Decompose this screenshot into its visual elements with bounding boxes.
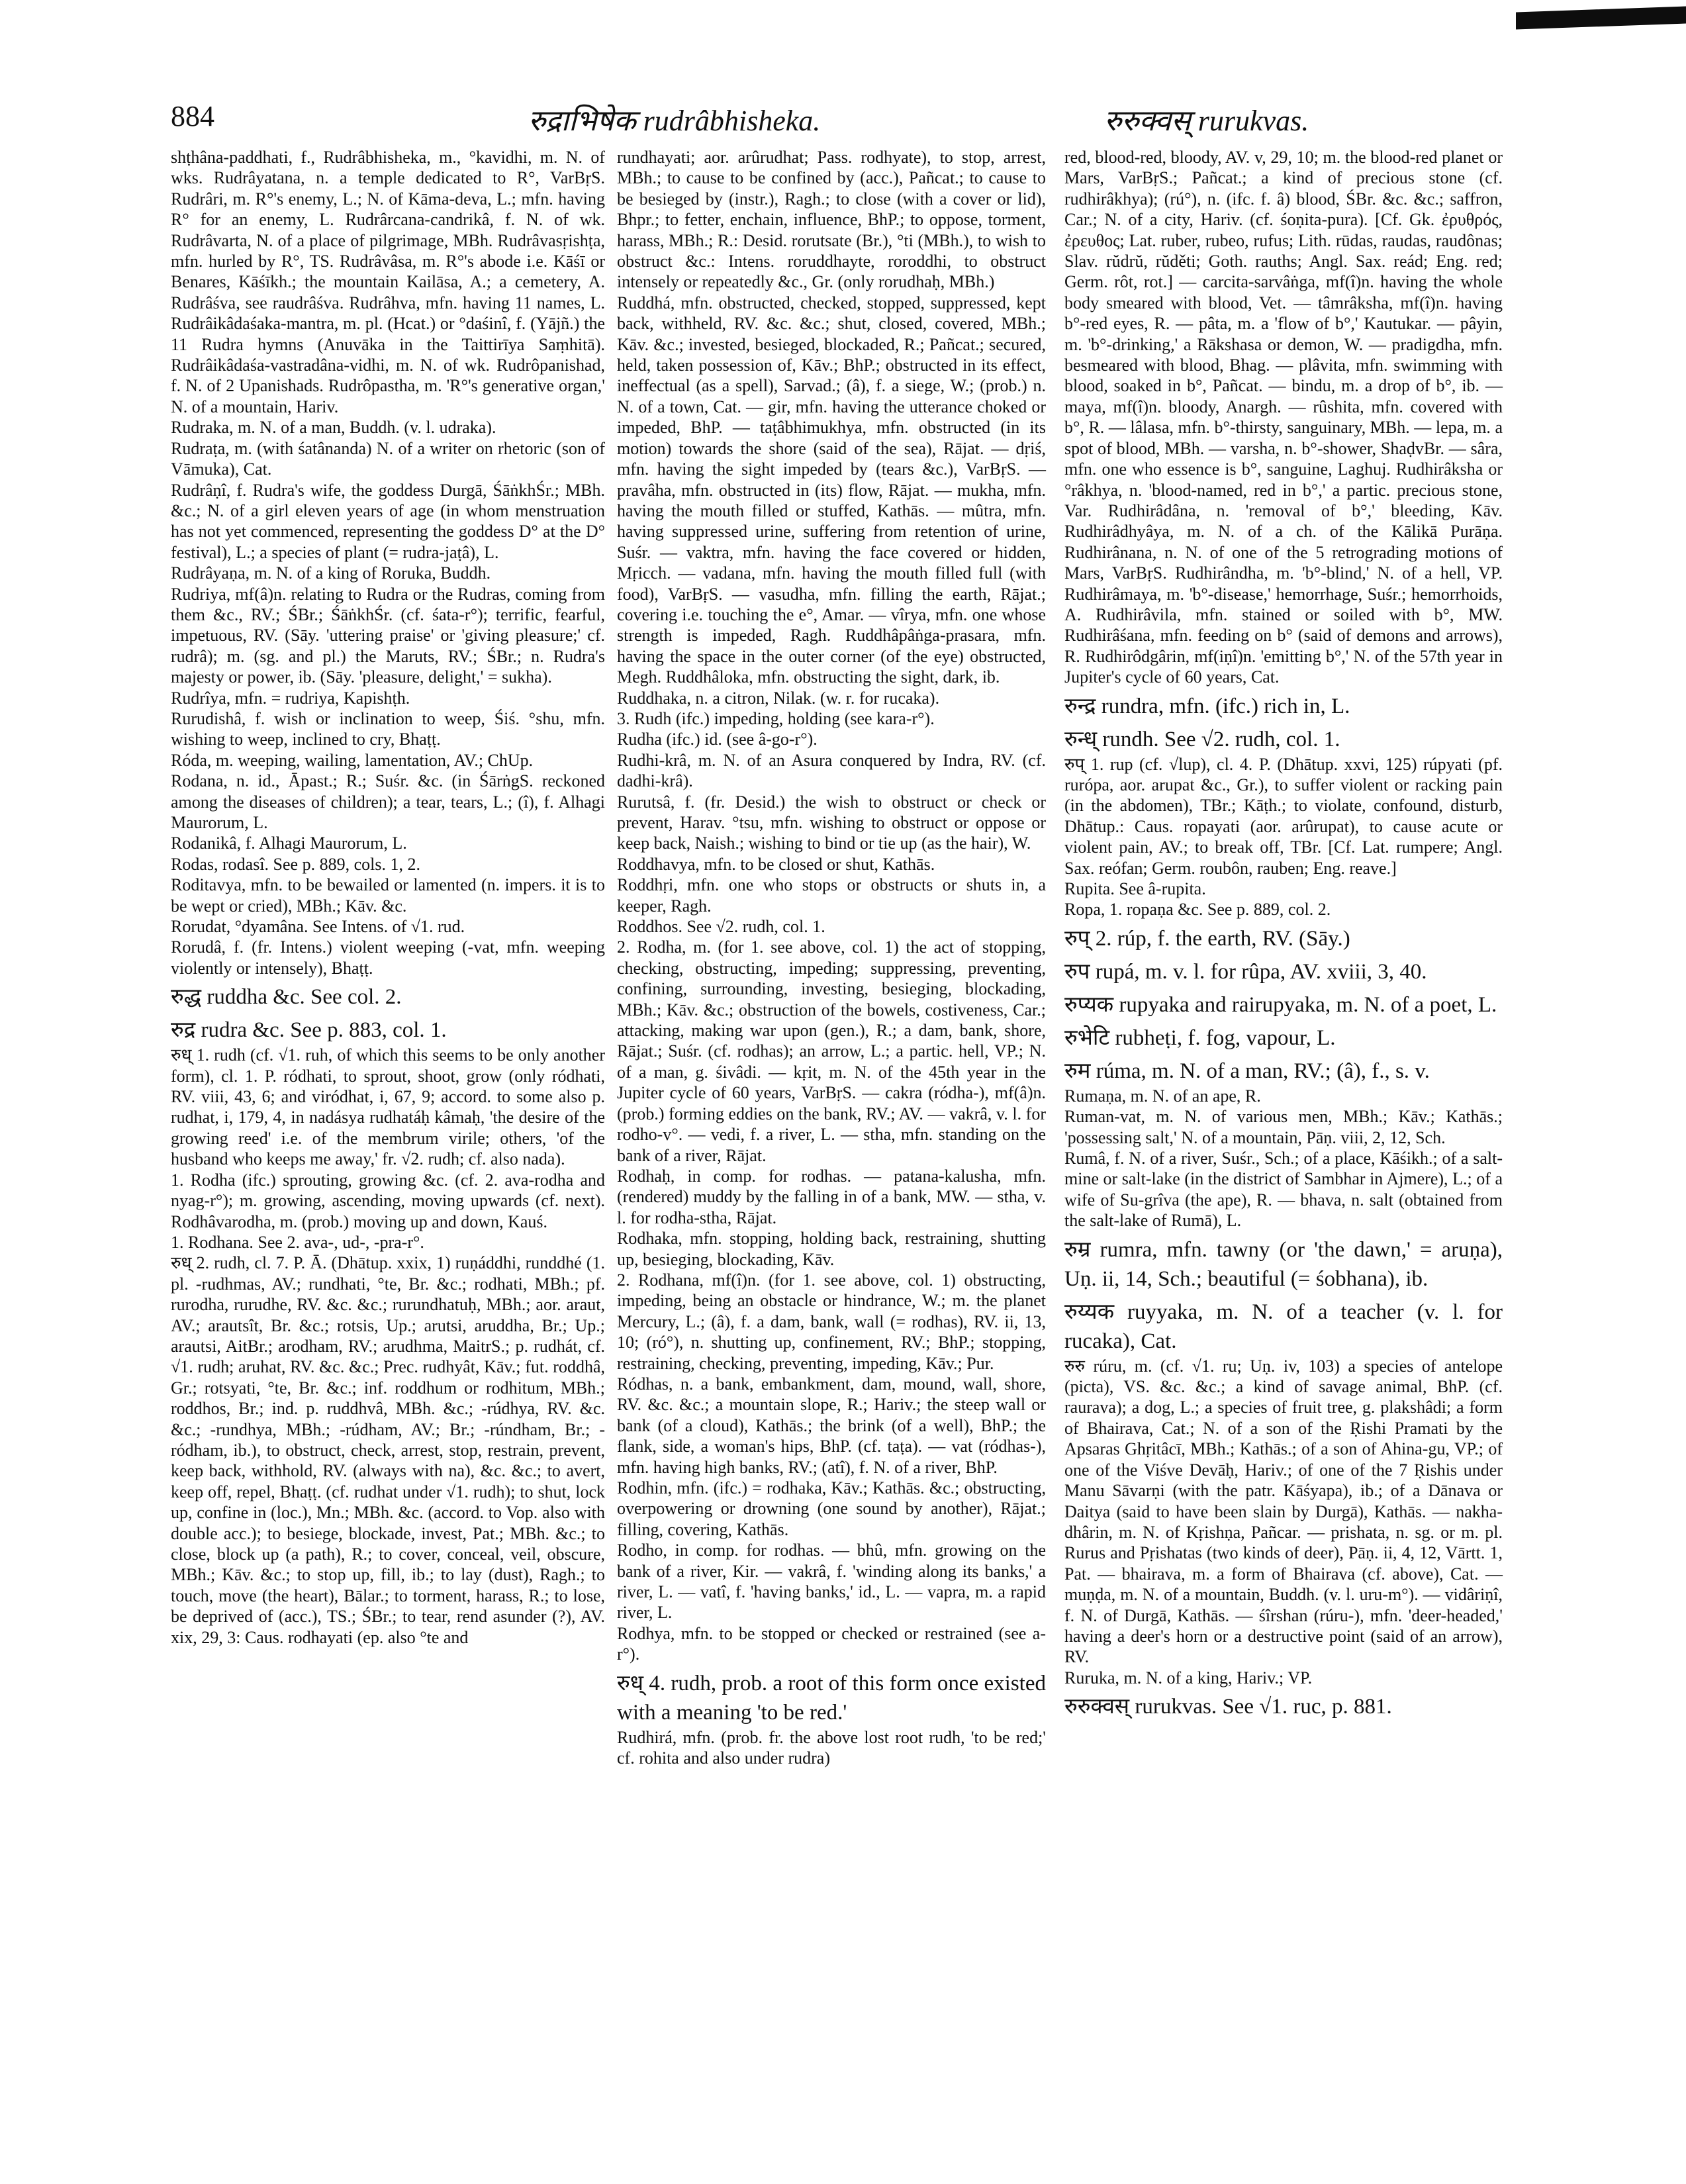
column-3 [1064, 147, 1503, 1721]
dictionary-entry: Rudhirá, mfn. (prob. fr. the above lost root rudh, 'to be red;' cf. rohita and also under rudra) [617, 1727, 1046, 1768]
dictionary-entry: Ruddhá, mfn. obstructed, checked, stopped, suppressed, kept back, withheld, RV. &c. &c.; shut, closed, covered, MBh.; Kāv. &c.; invested, besieged, blockaded, R.; Pañcat.; secured, held, taken possession of, Kāv.; BhP.; obstructed in its effect, ineffectual (as a spell), Sarvad.; (â), f. a siege, W.; (prob.) n. N. of a town, Cat. — gir, mfn. having the utterance choked or impeded, BhP. — taṭâbhimukhya, mfn. obstructed (in its motion) towards the shore (said of the sea), Rājat. — dṛiś, mfn. having the sight impeded by (tears &c.), VarBṛS. — pravâha, mfn. obstructed in (its) flow, Rājat. — mukha, mfn. having the mouth filled or stuffed, Kathās. — mûtra, mfn. having suppressed urine, suffering from retention of urine, Suśr. — vaktra, mfn. having the face covered or hidden, Mṛicch. — vadana, mfn. having the mouth filled full (with food), VarBṛS. — vasudha, mfn. filling the earth, Rājat.; covering i.e. touching the e°, Amar. — vîrya, mfn. one whose strength is impeded, Ragh. Ruddhâpâṅga-prasara, mfn. having the space in the outer corner (of the eye) obstructed, Megh. Ruddhâloka, mfn. obstructing the sight, dark, ib. [617, 293, 1046, 687]
dictionary-entry: रुप्यक rupyaka and rairupyaka, m. N. of a poet, L. [1064, 992, 1497, 1017]
dictionary-entry: रुरुक्वस् rurukvas. See √1. ruc, p. 881. [1064, 1695, 1392, 1719]
dictionary-entry: Rudraka, m. N. of a man, Buddh. (v. l. udraka). [171, 418, 496, 438]
dictionary-entry: Rodho, in comp. for rodhas. — bhû, mfn. growing on the bank of a river, Kir. — vakrâ, f. 'winding along its banks,' a river, L. — vatî, f. 'having banks,' id., L. — vapra, m. a rapid river, L. [617, 1541, 1046, 1623]
dictionary-entry: Rodhaka, mfn. stopping, holding back, restraining, shutting up, besieging, blockading, Kāv. [617, 1229, 1046, 1269]
dictionary-entry: 2. Rodha, m. (for 1. see above, col. 1) the act of stopping, checking, obstructing, impeding; suppressing, preventing, confining, surrounding, investing, besieging, blockading, MBh.; Kāv. &c.; obstruction of the bowels, costiveness, Car.; attacking, making war upon (gen.), R.; a dam, bank, shore, Rājat.; Suśr. (cf. rodhas); an arrow, L.; a partic. hell, VP.; N. of a man, g. śivâdi. — kṛit, m. N. of the 45th year in the Jupiter cycle of 60 years, VarBṛS. — cakra (ródha-), mf(â)n. (prob.) forming eddies on the bank, RV.; AV. — vakrâ, v. l. for rodho-v°. — vedi, f. a river, L. — stha, mfn. standing on the bank of a river, Rājat. [617, 937, 1046, 1165]
left-running-head: रुद्राभिषेक rudrâbhisheka. [528, 105, 821, 137]
dictionary-entry: red, blood-red, bloody, AV. v, 29, 10; m. the blood-red planet or Mars, VarBṛS.; Pañcat.; a kind of precious stone (cf. rudhirâkhya); (rú°), n. (ifc. f. â) blood, ŚBr. &c. &c.; saffron, Car.; N. of a city, Hariv. (cf. śoṇita-pura). [Cf. Gk. ἐρυθρός, ἐρευθος; Lat. ruber, rubeo, rufus; Lith. rūdas, raudas, raudônas; Slav. rŭdrŭ, rŭděti; Goth. rauths; Angl. Sax. reád; Eng. red; Germ. rôt, rot.] — carcita-sarvâṅga, mf(î)n. having the whole body smeared with blood, Vet. — tâmrâksha, mf(î)n. having b°-red eyes, R. — pâta, m. a 'flow of b°,' Kautukar. — pâyin, m. 'b°-drinking,' a Rākshasa or demon, W. — pradigdha, mfn. besmeared with blood, Bhag. — plâvita, mfn. swimming with blood, soaked in b°, Pañcat. — bindu, m. a drop of b°, ib. — maya, mf(î)n. bloody, Anargh. — rûshita, mfn. covered with b°, R. — lâlasa, mfn. b°-thirsty, sanguinary, MBh. — lepa, m. a spot of blood, MBh. — varsha, n. b°-shower, ShaḍvBr. — sâra, mfn. one who essence is b°, sanguine, Laghuj. Rudhirâksha or °râkhya, n. 'blood-named, red in b°,' a partic. precious stone, Var. Rudhirâdâna, n. 'removal of b°,' bleeding, Kāv. Rudhirâdhyâya, m. N. of a ch. of the Kālikā Purāṇa. Rudhirânana, n. N. of one of the 5 retrograding motions of Mars, VarBṛS. Rudhirândha, m. 'b°-blind,' N. of a hell, VP. Rudhirâmaya, m. 'b°-disease,' hemorrhage, Suśr.; hemorrhoids, A. Rudhirâvila, mfn. stained or soiled with b°, MW. Rudhirâśana, mfn. feeding on b° (said of demons and arrows), R. Rudhirôdgârin, mf(iṇî)n. 'emitting b°,' N. of the 57th year in Jupiter's cycle of 60 years, Cat. [1064, 148, 1503, 687]
dictionary-entry: रुध् 4. rudh, prob. a root of this form once existed with a meaning 'to be red.' [617, 1671, 1046, 1725]
dictionary-entry: Rumâ, f. N. of a river, Suśr., Sch.; of a place, Kāśikh.; of a salt-mine or salt-lake (in the district of Sambhar in Ajmere), L.; of a wife of Su-grîva (the ape), R. — bhava, n. salt (obtained from the salt-lake of Rumā), L. [1064, 1149, 1503, 1231]
dictionary-entry: Rumaṇa, m. N. of an ape, R. [1064, 1086, 1261, 1106]
dictionary-entry: 3. Rudh (ifc.) impeding, holding (see kara-r°). [617, 708, 935, 728]
dictionary-entry: 1. Rodhana. See 2. ava-, ud-, -pra-r°. [171, 1232, 424, 1252]
dictionary-entry: Rudrâṇî, f. Rudra's wife, the goddess Durgā, ŚāṅkhŚr.; MBh. &c.; N. of a girl eleven years of age (in whom menstruation has not yet commenced, representing the goddess D° at the D° festival), L.; a species of plant (= rudra-jaṭâ), L. [171, 480, 605, 562]
dictionary-entry: रुप rupá, m. v. l. for rûpa, AV. xviii, 3, 40. [1064, 959, 1427, 984]
dictionary-entry: Ropa, 1. ropaṇa &c. See p. 889, col. 2. [1064, 900, 1331, 920]
dictionary-entry: रुद्ध ruddha &c. See col. 2. [171, 985, 402, 1010]
dictionary-entry: Rodhin, mfn. (ifc.) = rodhaka, Kāv.; Kathās. &c.; obstructing, overpowering or drowning (one sound by another), Rājat.; filling, covering, Kathās. [617, 1478, 1046, 1539]
dictionary-entry: Rurudishâ, f. wish or inclination to weep, Śiś. °shu, mfn. wishing to weep, inclined to cry, Bhaṭṭ. [171, 708, 605, 749]
dictionary-entry: Ruruka, m. N. of a king, Hariv.; VP. [1064, 1668, 1313, 1687]
dictionary-entry: Rupita. See â-rupita. [1064, 879, 1206, 898]
dictionary-entry: Ródhas, n. a bank, embankment, dam, mound, wall, shore, RV. &c. &c.; a mountain slope, R.; Hariv.; the steep wall or bank (of a cloud), Kathās.; the brink (of a well), BhP.; the flank, side, a woman's hips, BhP. (cf. taṭa). — vat (ródhas-), mfn. having high banks, RV.; (atî), f. N. of a river, BhP. [617, 1374, 1046, 1477]
dictionary-entry: रुम rúma, m. N. of a man, RV.; (â), f., s. v. [1064, 1059, 1430, 1083]
dictionary-entry: Róda, m. weeping, wailing, lamentation, AV.; ChUp. [171, 750, 534, 770]
dictionary-entry: रुन्द्र rundra, mfn. (ifc.) rich in, L. [1064, 694, 1350, 718]
dictionary-entry: Roddhavya, mfn. to be closed or shut, Kathās. [617, 854, 935, 874]
dictionary-entry: रुन्ध् rundh. See √2. rudh, col. 1. [1064, 727, 1340, 751]
dictionary-entry: Rudha (ifc.) id. (see â-go-r°). [617, 730, 818, 749]
dictionary-entry: रुध् 2. rudh, cl. 7. P. Ā. (Dhātup. xxix, 1) ruṇáddhi, runddhé (1. pl. -rudhmas, AV.; rundhati, °te, Br. &c.; rodhati, MBh.; pf. rurodha, rurudhe, RV. &c. &c.; rurundhatuḥ, MBh.; aor. araut, AV.; arautsît, Br. &c.; rotsis, Up.; arutsi, aruddha, Br.; Up.; arautsi, AitBr.; arodham, RV.; arudhma, MaitrS.; p. rudhát, cf. √1. rudh; aruhat, RV. &c. &c.; Prec. rudhyât, Kāv.; fut. roddhâ, Gr.; rotsyati, °te, Br. &c.; inf. roddhum or rodhitum, MBh.; roddhos, Br.; ind. p. ruddhvâ, MBh. &c.; -rúdhya, RV. &c. &c.; -rundhya, MBh.; -rúdham, AV.; Br.; -rúndham, Br.; -ródham, ib.), to obstruct, check, arrest, stop, restrain, prevent, keep back, withhold, RV. (always with na), &c. &c.; to avert, keep off, repel, Bhaṭṭ. (cf. rudhat under √1. rudh); to shut, lock up, confine in (loc.), Mn.; MBh. &c. (accord. to Vop. also with double acc.); to besiege, blockade, invest, Pat.; MBh. &c.; to close, block up (a path), R.; to cover, conceal, veil, obscure, MBh.; Kāv. &c.; to stop up, fill, ib.; to lay (dust), Ragh.; to touch, move (the heart), Bālar.; to torment, harass, R.; to lose, be deprived of (acc.), TS.; ŚBr.; to tear, rend asunder (?), AV. xix, 29, 3: Caus. rodhayati (ep. also °te and [171, 1253, 605, 1647]
column-2 [617, 147, 1046, 1768]
page-header [171, 99, 1534, 139]
dictionary-entry: Rodhya, mfn. to be stopped or checked or restrained (see a-r°). [617, 1623, 1046, 1664]
dictionary-entry: रुप् 1. rup (cf. √lup), cl. 4. P. (Dhātup. xxvi, 125) rúpyati (pf. rurópa, aor. arupat &c., Gr.), to suffer violent or racking pain (in the abdomen), TBr.; Kāṭh.; to violate, confound, disturb, Dhātup.: Caus. ropayati (aor. arûrupat), to cause acute or violent pain, AV.; to break off, TBr. [Cf. Lat. rumpere; Angl. Sax. reófan; Germ. roubôn, rauben; Eng. reave.] [1064, 754, 1503, 878]
dictionary-entry: Rodanikâ, f. Alhagi Maurorum, L. [171, 833, 407, 853]
dictionary-entry: Roditavya, mfn. to be bewailed or lamented (n. impers. it is to be wept or cried), MBh.; Kāv. &c. [171, 875, 605, 916]
dictionary-entry: Rudrâyaṇa, m. N. of a king of Roruka, Buddh. [171, 563, 491, 583]
column-1 [171, 147, 605, 1648]
dictionary-entry: रुम्र rumra, mfn. tawny (or 'the dawn,' = aruṇa), Uṇ. ii, 14, Sch.; beautiful (= śobhana), ib. [1064, 1237, 1503, 1291]
dictionary-entry: रुय्यक ruyyaka, m. N. of a teacher (v. l. for rucaka), Cat. [1064, 1300, 1503, 1353]
dictionary-entry: Rodhaḥ, in comp. for rodhas. — patana-kalusha, mfn. (rendered) muddy by the falling in of a bank, MW. — stha, v. l. for rodha-stha, Rājat. [617, 1166, 1046, 1227]
dictionary-entry: Rodas, rodasî. See p. 889, cols. 1, 2. [171, 854, 420, 874]
dictionary-entry: Roddhṛi, mfn. one who stops or obstructs or shuts in, a keeper, Ragh. [617, 875, 1046, 916]
dictionary-entry: रुभेटि rubheṭi, f. fog, vapour, L. [1064, 1025, 1336, 1050]
dictionary-entry: रुध् 1. rudh (cf. √1. ruh, of which this seems to be only another form), cl. 1. P. ródhati, to sprout, shoot, grow (only ródhati, RV. viii, 43, 6; and viródhat, i, 67, 9; accord. to some also p. rudhat, i, 179, 4, in nadásya rudhatáḥ kâmaḥ, 'the desire of the growing reed' i.e. of the membrum virile; others, 'of the husband who keeps me away,' fr. √2. rudh; cf. also nada). [171, 1045, 605, 1169]
dictionary-entry: Rudhi-krâ, m. N. of an Asura conquered by Indra, RV. (cf. dadhi-krâ). [617, 750, 1046, 791]
dictionary-entry: shṭhâna-paddhati, f., Rudrâbhisheka, m., °kavidhi, m. N. of wks. Rudrâyatana, n. a temple dedicated to R°, VarBṛS. Rudrâri, m. R°'s enemy, L.; N. of Kāma-deva, L.; mfn. having R° for an enemy, L. Rudrârcana-candrikâ, f. N. of wk. Rudrâvarta, N. of a place of pilgrimage, MBh. Rudrâvasṛishṭa, mfn. hurled by R°, TS. Rudrâvâsa, m. R°'s abode i.e. Kāśī or Benares, Kāśīkh.; the mountain Kailāsa, A.; a cemetery, A. Rudrâśva, see raudrâśva. Rudrâhva, mfn. having 11 names, L. Rudrâikâdaśaka-mantra, m. pl. (Hcat.) or °daśinî, f. (Yājñ.) the 11 Rudra hymns (Anuvāka in the Taittirīya Saṃhitā). Rudrâikâdaśa-vastradâna-vidhi, m. N. of wk. Rudrôpanishad, f. N. of 2 Upanishads. Rudrôpastha, m. 'R°'s generative organ,' N. of a mountain, Hariv. [171, 148, 605, 416]
dictionary-entry: Rudraṭa, m. (with śatânanda) N. of a writer on rhetoric (son of Vāmuka), Cat. [171, 438, 605, 479]
dictionary-entry: Rorudâ, f. (fr. Intens.) violent weeping (-vat, mfn. weeping violently or intensely), Bhaṭṭ. [171, 937, 605, 978]
dictionary-entry: Rodana, n. id., Āpast.; R.; Suśr. &c. (in ŚārṅgS. reckoned among the diseases of children); a tear, tears, L.; (î), f. Alhagi Maurorum, L. [171, 771, 605, 832]
dictionary-entry: रुद्र rudra &c. See p. 883, col. 1. [171, 1018, 447, 1043]
dictionary-entry: Roddhos. See √2. rudh, col. 1. [617, 917, 825, 937]
dictionary-entry: 2. Rodhana, mf(î)n. (for 1. see above, col. 1) obstructing, impeding, being an obstacle or hindrance, W.; m. the planet Mercury, L.; (â), f. a dam, bank, wall (= rodhas), RV. ii, 13, 10; (ró°), n. shutting up, confinement, RV.; BhP.; stopping, restraining, checking, preventing, impeding, Kāv.; Pur. [617, 1270, 1046, 1373]
dictionary-entry: रुप् 2. rúp, f. the earth, RV. (Sāy.) [1064, 926, 1350, 951]
dictionary-entry: Rurutsâ, f. (fr. Desid.) the wish to obstruct or check or prevent, Harav. °tsu, mfn. wishing to obstruct or oppose or keep back, Naish.; wishing to bind or tie up (as the hair), W. [617, 792, 1046, 853]
dictionary-entry: 1. Rodha (ifc.) sprouting, growing &c. (cf. 2. ava-rodha and nyag-r°); m. growing, ascending, moving upwards (cf. next). Rodhâvarodha, m. (prob.) moving up and down, Kauś. [171, 1170, 605, 1231]
dictionary-entry: Ruddhaka, n. a citron, Nilak. (w. r. for rucaka). [617, 688, 940, 708]
dictionary-entry: Rudrîya, mfn. = rudriya, Kapishṭh. [171, 688, 410, 708]
right-running-head: रुरुक्वस् rurukvas. [1104, 105, 1309, 137]
dictionary-entry: Rudriya, mf(â)n. relating to Rudra or the Rudras, coming from them &c., RV.; ŚBr.; ŚāṅkhŚr. (cf. śata-r°); terrific, fearful, impetuous, RV. (Sāy. 'uttering praise' or 'giving pleasure;' cf. rudrâ); m. (sg. and pl.) the Maruts, RV.; ŚBr.; n. Rudra's majesty or power, ib. (Sāy. 'pleasure, delight,' = sukha). [171, 584, 605, 687]
scan-edge-band [1516, 0, 1686, 40]
page-number: 884 [171, 100, 214, 132]
dictionary-entry: Rorudat, °dyamâna. See Intens. of √1. rud. [171, 917, 465, 937]
dictionary-entry: रुरु rúru, m. (cf. √1. ru; Uṇ. iv, 103) a species of antelope (picta), VS. &c. &c.; a kind of savage animal, BhP. (cf. raurava); a dog, L.; a species of fruit tree, g. plakshâdi; a form of Bhairava, Cat.; N. of a son of the Ṛishi Pramati by the Apsaras Ghṛitâcī, MBh.; Kathās.; of a son of Ahina-gu, VP.; of one of the Viśve Devāḥ, Hariv.; of one of the 7 Ṛishis under Manu Sāvarṇi (with the patr. Kāśyapa), ib.; of a Dānava or Daitya (said to have been slain by Durgā), Kathās. — nakha-dhârin, m. N. of Kṛishṇa, Pañcar. — prishata, n. sg. or m. pl. Rurus and Pṛishatas (two kinds of deer), Pāṇ. ii, 4, 12, Vārtt. 1, Pat. — bhairava, m. a form of Bhairava (cf. above), Cat. — muṇḍa, m. N. of a mountain, Buddh. (v. l. uru-m°). — vidâriṇî, f. N. of Durgā, Kathās. — śîrshan (rúru-), mfn. 'deer-headed,' having a deer's horn or a destructive point (said of an arrow), RV. [1064, 1356, 1503, 1667]
dictionary-entry: rundhayati; aor. arûrudhat; Pass. rodhyate), to stop, arrest, MBh.; to cause to be confined by (acc.), Pañcat.; to cause to be besieged by (instr.), Ragh.; to close (with a cover or lid), Bhpr.; to fetter, enchain, influence, BhP.; to oppose, torment, harass, MBh.; R.: Desid. rorutsate (Br.), °ti (MBh.), to wish to obstruct &c.: Intens. roruddhayte, roroddhi, to obstruct intensely or repeatedly &c., Gr. (only rorudhaḥ, MBh.) [617, 148, 1046, 292]
dictionary-entry: Ruman-vat, m. N. of various men, MBh.; Kāv.; Kathās.; 'possessing salt,' N. of a mountain, Pāṇ. viii, 2, 12, Sch. [1064, 1107, 1503, 1147]
